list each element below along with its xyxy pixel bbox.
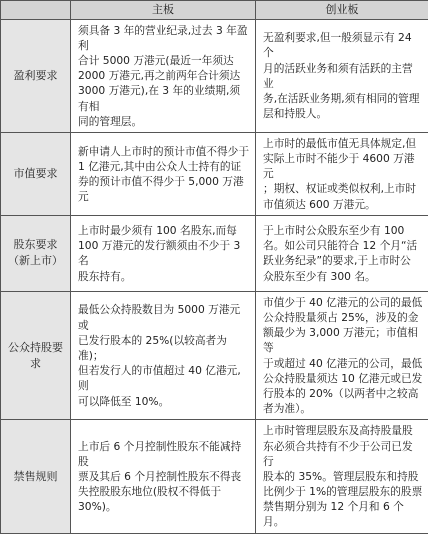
header-gem-board: 创业板 — [256, 1, 428, 20]
row-label: 市值要求 — [1, 132, 71, 215]
table-row-lockup — [1, 420, 428, 533]
table-row-profit — [1, 19, 428, 132]
table-row-public-float — [1, 291, 428, 420]
gem-board-cell: 无盈利要求,但一般须显示有 24 个 月的活跃业务和须有活跃的主营业 务,在活跃业务期,须有相同的管理 层和持股人。 — [256, 19, 428, 132]
main-board-cell: 上市时最少须有 100 名股东,而每 100 万港元的发行额须由不少于 3 名 股东持有。 — [71, 215, 256, 291]
main-board-cell: 最低公众持股数目为 5000 万港元或 已发行股本的 25%(以较高者为准)； 但若发行人的市值超过 40 亿港元,则 可以降低至 10%。 — [71, 291, 256, 420]
row-label: 禁售规则 — [1, 420, 71, 533]
gem-board-cell: 上市时管理层股东及高持股量股 东必须合共持有不少于公司已发行 股本的 35%。管理层股东和持股 比例少于 1%的管理层股东的股票 禁售期分别为 12 个月和 6 个月。 — [256, 420, 428, 533]
main-board-cell: 须具备 3 年的营业纪录,过去 3 年盈利 合计 5000 万港元(最近一年须达 2000 万港元,再之前两年合计须达 3000 万港元),在 3 年的业绩期,须有相 同的管理层。 — [71, 19, 256, 132]
gem-board-cell: 于上市时公众股东至少有 100 名。如公司只能符合 12 个月“活 跃业务纪录”的要求,于上市时公 众股东至少有 300 名。 — [256, 215, 428, 291]
row-label: 股东要求 （新上市） — [1, 215, 71, 291]
header-corner — [1, 1, 71, 20]
main-board-cell: 上市后 6 个月控制性股东不能减持股 票及其后 6 个月控制性股东不得丧 失控股股东地位(股权不得低于 30%)。 — [71, 420, 256, 533]
table-row-shareholders — [1, 215, 428, 291]
main-board-cell: 新申请人上市时的预计市值不得少于 1 亿港元,其中由公众人士持有的证 券的预计市值不得少于 5,000 万港 元 — [71, 132, 256, 215]
table-row-market-cap — [1, 132, 428, 215]
row-label: 盈利要求 — [1, 19, 71, 132]
row-label: 公众持股要 求 — [1, 291, 71, 420]
header-row — [1, 1, 428, 20]
header-main-board: 主板 — [71, 1, 256, 20]
gem-board-cell: 上市时的最低市值无具体规定,但 实际上市时不能少于 4600 万港元 ；期权、权证或类似权利,上市时 市值须达 600 万港元。 — [256, 132, 428, 215]
gem-board-cell: 市值少于 40 亿港元的公司的最低 公众持股量须占 25%，涉及的金 额最少为 3,000 万港元；市值相等 于或超过 40 亿港元的公司，最低 公众持股量须达 10 亿港元或已发 行股本的 20%（以两者中之较高 者为准）。 — [256, 291, 428, 420]
